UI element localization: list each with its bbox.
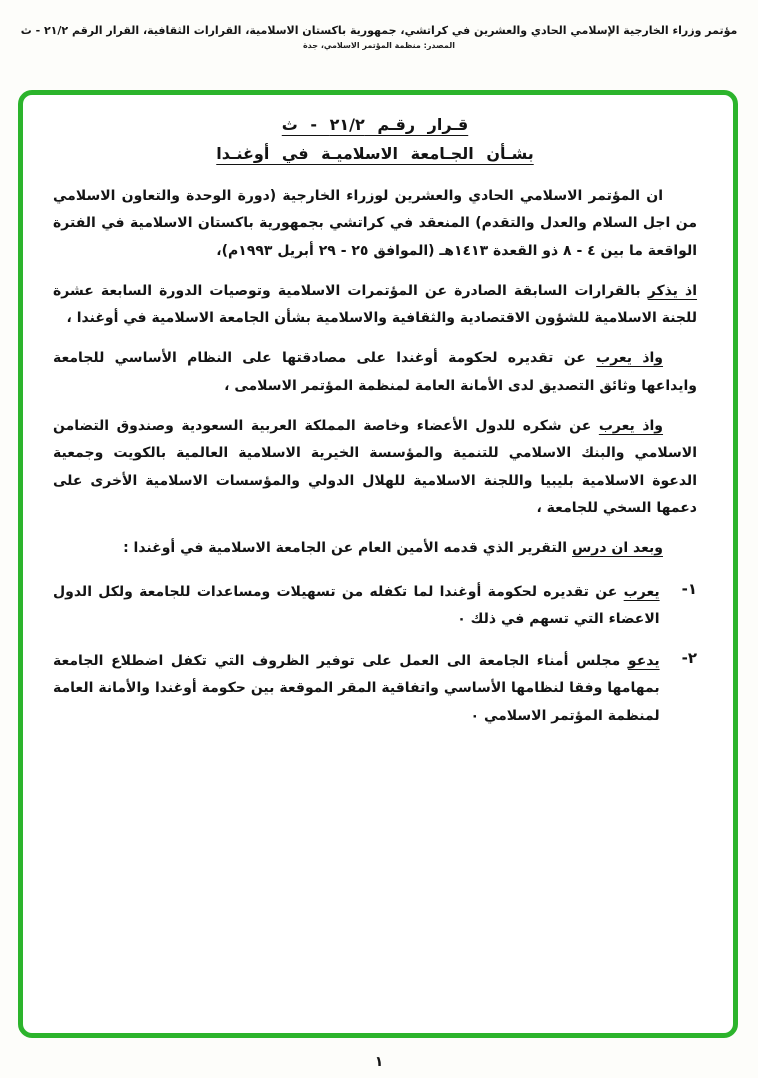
list-item-1 bbox=[53, 579, 697, 634]
underlined-lead: اذ يذكر bbox=[647, 282, 698, 299]
paragraph-text: بالقرارات السابقة الصادرة عن المؤتمرات الاسلامية وتوصيات الدورة السابعة عشرة للجنة الاسلامية للشؤون الاقتصادية والثقافية والاسلامية بشأن الجامعة الاسلامية في أوغندا ، bbox=[53, 282, 697, 327]
item-number: ١- bbox=[681, 579, 697, 598]
list-item-2 bbox=[53, 648, 697, 730]
paragraph-text: عن شكره للدول الأعضاء وخاصة المملكة العربية السعودية وصندوق التضامن الاسلامي والبنك الاسلامي للتنمية والمؤسسة الخيرية الاسلامية العالمية بالكويت وجمعية الدعوة الاسلامية بليبيا واللجنة الاسلامية للهلال الدولي والمؤسسات الاسلامية الأخرى على دعمها السخي للجامعة ، bbox=[53, 418, 697, 516]
item-number: ٢- bbox=[681, 649, 697, 668]
item-text: عن تقديره لحكومة أوغندا لما تكفله من تسهيلات ومساعدات للجامعة ولكل الدول الاعضاء التي تسهم في ذلك ٠ bbox=[53, 583, 660, 627]
paragraph-thanks bbox=[53, 413, 697, 522]
paragraph-recalling bbox=[53, 278, 697, 333]
resolution-subtitle: بشـأن الجـامعة الاسلاميـة في أوغنـدا bbox=[216, 144, 534, 163]
underlined-lead: يعرب bbox=[623, 583, 660, 600]
underlined-lead: يدعو bbox=[627, 653, 660, 670]
page-footer bbox=[0, 1054, 758, 1070]
paragraph-report bbox=[53, 535, 697, 562]
paragraph-appreciation bbox=[53, 345, 697, 400]
page-header bbox=[0, 0, 758, 50]
underlined-lead: واذ يعرب bbox=[596, 350, 664, 367]
paragraph-text: التقرير الذي قدمه الأمين العام عن الجامعة الاسلامية في أوغندا : bbox=[123, 540, 572, 557]
document-frame bbox=[18, 90, 738, 1038]
item-text-block bbox=[53, 648, 660, 730]
item-text-block bbox=[53, 579, 660, 634]
item-text: مجلس أمناء الجامعة الى العمل على توفير الظروف التي تكفل اضطلاع الجامعة بمهامها وفقا لنظامها الأساسي واتفاقية المقر الموقعة بين حكومة أوغندا والأمانة العامة لمنظمة المؤتمر الاسلامي ٠ bbox=[53, 653, 660, 724]
resolution-title: قـرار رقـم ٢١/٢ - ث bbox=[281, 115, 469, 134]
paragraph-preamble bbox=[53, 183, 697, 265]
resolution-items bbox=[53, 579, 697, 730]
underlined-lead: واذ يعرب bbox=[598, 418, 664, 435]
page-number: ١ bbox=[374, 1054, 384, 1070]
paragraph-text: ان المؤتمر الاسلامي الحادي والعشرين لوزراء الخارجية (دورة الوحدة والتعاون الاسلامي من اجل السلام والعدل والتقدم) المنعقد في كراتشي بجمهورية باكستان الاسلامية في الفترة الواقعة ما بين ٤ - ٨ ذو القعدة ١٤١٣هـ (الموافق ٢٥ - ٢٩ أبريل ١٩٩٣م)، bbox=[53, 188, 697, 259]
header-citation: مؤتمر وزراء الخارجية الإسلامي الحادي والعشرين في كراتشي، جمهورية باكستان الاسلامية، القرارات الثقافية، القرار الرقم ٢١/٢ - ث bbox=[20, 24, 738, 37]
paragraph-text: عن تقديره لحكومة أوغندا على مصادقتها على النظام الأساسي للجامعة وايداعها وثائق التصديق لدى الأمانة العامة لمنظمة المؤتمر الاسلامى ، bbox=[53, 350, 697, 394]
header-source: المصدر: منظمة المؤتمر الاسلامي، جدة bbox=[302, 41, 456, 50]
underlined-lead: وبعد ان درس bbox=[571, 540, 663, 557]
